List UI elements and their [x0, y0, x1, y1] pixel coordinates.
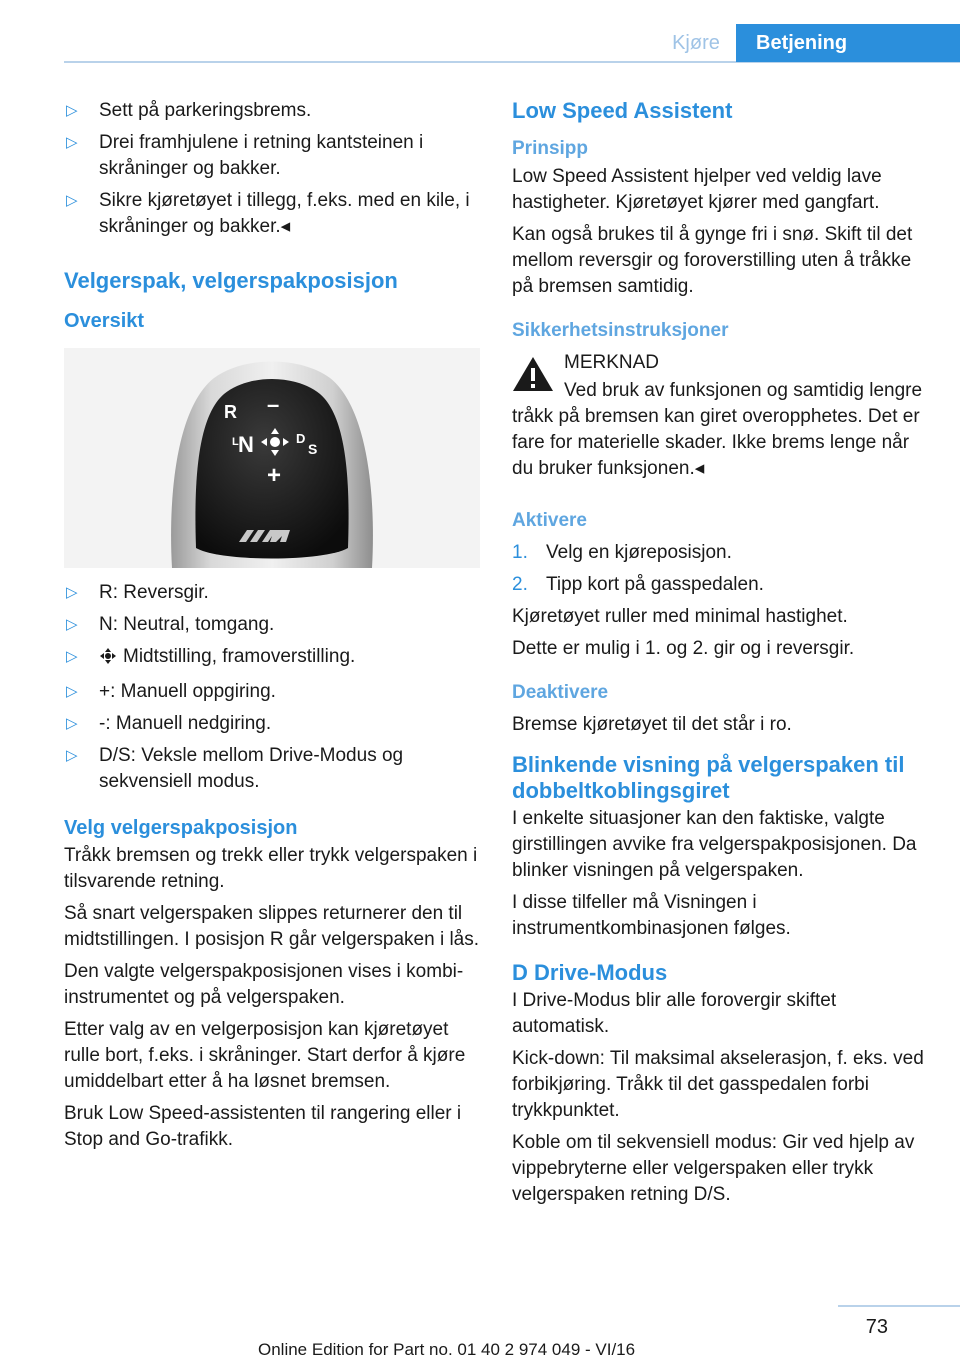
list-item-text: +: Manuell oppgiring.: [99, 681, 276, 702]
gear-knob-icon: [64, 348, 480, 568]
list-item-text: Midtstilling, framoverstilling.: [123, 646, 356, 667]
paragraph: I enkelte situasjoner kan den faktiske, valgte girstillingen avvike fra velgerspakposisjonen. Da blinker visningen på velgerspaken.: [512, 808, 917, 881]
list-item: [64, 612, 480, 638]
paragraph: Bremse kjøretøyet til det står i ro.: [512, 714, 792, 735]
triangle-bullet-icon: ▷: [66, 192, 78, 209]
subheading-oversikt: Oversikt: [64, 310, 145, 332]
section-heading-blinkende: Blinkende visning på velgerspaken til dobbeltkoblingsgiret: [512, 752, 905, 803]
triangle-bullet-icon: ▷: [66, 584, 78, 601]
list-item-text: N: Neutral, tomgang.: [99, 614, 275, 635]
subheading-sikkerhet: Sikkerhetsinstruksjoner: [512, 320, 729, 341]
center-position-icon: [99, 647, 117, 673]
warning-notice: [512, 350, 928, 482]
list-item-text: -: Manuell nedgiring.: [99, 713, 272, 734]
paragraph: Low Speed Assistent hjelper ved veldig lave hastigheter. Kjøretøyet kjører med gangfart.: [512, 166, 882, 213]
svg-text:–: –: [267, 392, 280, 417]
step-number: 1.: [512, 542, 528, 563]
page-number: 73: [865, 1316, 888, 1338]
subheading-prinsipp: Prinsipp: [512, 138, 589, 159]
subheading-aktivere: Aktivere: [512, 510, 587, 531]
paragraph: Koble om til sekvensiell modus: Gir ved hjelp av vippebryterne eller velgerspaken eller trykk velgerspaken retning D/S.: [512, 1132, 915, 1205]
subheading-deaktivere: Deaktivere: [512, 682, 609, 703]
list-item-text: Sett på parkeringsbrems.: [99, 100, 312, 121]
list-item: [64, 580, 480, 606]
svg-text:S: S: [308, 441, 318, 457]
right-column: [512, 98, 928, 1214]
triangle-bullet-icon: ▷: [66, 683, 78, 700]
bullet-list-parking: [64, 98, 480, 240]
paragraph: Kick-down: Til maksimal akselerasjon, f. eks. ved forbikjøring. Tråkk til det gasspedalen forbi trykkpunktet.: [512, 1048, 924, 1121]
list-item: [64, 188, 480, 240]
list-item-text: Velg en kjøreposisjon.: [546, 542, 732, 563]
paragraph: Etter valg av en velgerposisjon kan kjøretøyet rulle bort, f.eks. i skråninger. Start derfor å kjøre umiddelbart etter å ha løsnet bremsen.: [64, 1019, 466, 1092]
list-item-text: Tipp kort på gasspedalen.: [546, 574, 764, 595]
paragraph: Bruk Low Speed-assistenten til rangering eller i Stop and Go-trafikk.: [64, 1103, 462, 1150]
svg-text:R: R: [224, 402, 237, 422]
paragraph: I Drive-Modus blir alle forovergir skiftet automatisk.: [512, 990, 837, 1037]
list-item: [512, 572, 928, 598]
triangle-bullet-icon: ▷: [66, 616, 78, 633]
paragraph: Tråkk bremsen og trekk eller trykk velgerspaken i tilsvarende retning.: [64, 845, 478, 892]
list-item-text: Sikre kjøretøyet i tillegg, f.eks. med en kile, i skråninger og bakker.◂: [99, 190, 470, 237]
svg-text:D: D: [296, 431, 306, 446]
list-item-text: Drei framhjulene i retning kantsteinen i skråninger og bakker.: [99, 132, 424, 179]
list-item: [64, 711, 480, 737]
triangle-bullet-icon: ▷: [66, 102, 78, 119]
triangle-bullet-icon: ▷: [66, 715, 78, 732]
header-tab-active[interactable]: Betjening: [736, 24, 960, 62]
step-number: 2.: [512, 574, 528, 595]
section-heading-velgerspak: Velgerspak, velgerspakposisjon: [64, 268, 398, 293]
list-item-text: D/S: Veksle mellom Drive-Modus og sekvensiell modus.: [99, 745, 404, 792]
notice-text: Ved bruk av funksjonen og samtidig lengre tråkk på bremsen kan giret overopphetes. Det er fare for materielle skader. Ikke brems lenge når du bruker funksjonen.◂: [512, 380, 923, 479]
bullet-list-positions: [64, 580, 480, 795]
paragraph: Den valgte velgerspakposisjonen vises i kombi-instrumentet og på velgerspaken.: [64, 961, 464, 1008]
header-tab-section[interactable]: Kjøre: [672, 32, 720, 54]
warning-triangle-icon: [512, 356, 554, 400]
gear-selector-illustration: [64, 348, 480, 568]
paragraph: Kjøretøyet ruller med minimal hastighet.: [512, 606, 848, 627]
triangle-bullet-icon: ▷: [66, 747, 78, 764]
triangle-bullet-icon: ▷: [66, 648, 78, 665]
subheading-velg: Velg velgerspakposisjon: [64, 817, 298, 839]
notice-title: MERKNAD: [564, 352, 660, 373]
paragraph: Så snart velgerspaken slippes returnerer den til midtstillingen. I posisjon R går velgerspaken i lås.: [64, 903, 480, 950]
list-item: [64, 644, 480, 673]
list-item: [64, 130, 480, 182]
list-item: [64, 98, 480, 124]
section-heading-low-speed: Low Speed Assistent: [512, 98, 733, 123]
paragraph: Kan også brukes til å gynge fri i snø. Skift til det mellom reversgir og foroverstilling uten å tråkke på bremsen samtidig.: [512, 224, 913, 297]
paragraph: I disse tilfeller må Visningen i instrumentkombinasjonen følges.: [512, 892, 791, 939]
list-item: [512, 540, 928, 566]
svg-text:+: +: [267, 462, 282, 489]
svg-text:L: L: [232, 436, 239, 448]
section-heading-drive: D Drive-Modus: [512, 960, 668, 985]
edition-footer: Online Edition for Part no. 01 40 2 974 049 - VI/16: [258, 1340, 636, 1359]
numbered-steps: [512, 540, 928, 598]
footer-rule: [838, 1305, 960, 1307]
paragraph: Dette er mulig i 1. og 2. gir og i reversgir.: [512, 638, 855, 659]
left-column: [64, 98, 480, 1159]
list-item: [64, 743, 480, 795]
list-item-text: R: Reversgir.: [99, 582, 209, 603]
svg-text:N: N: [238, 432, 254, 457]
triangle-bullet-icon: ▷: [66, 134, 78, 151]
list-item: [64, 679, 480, 705]
